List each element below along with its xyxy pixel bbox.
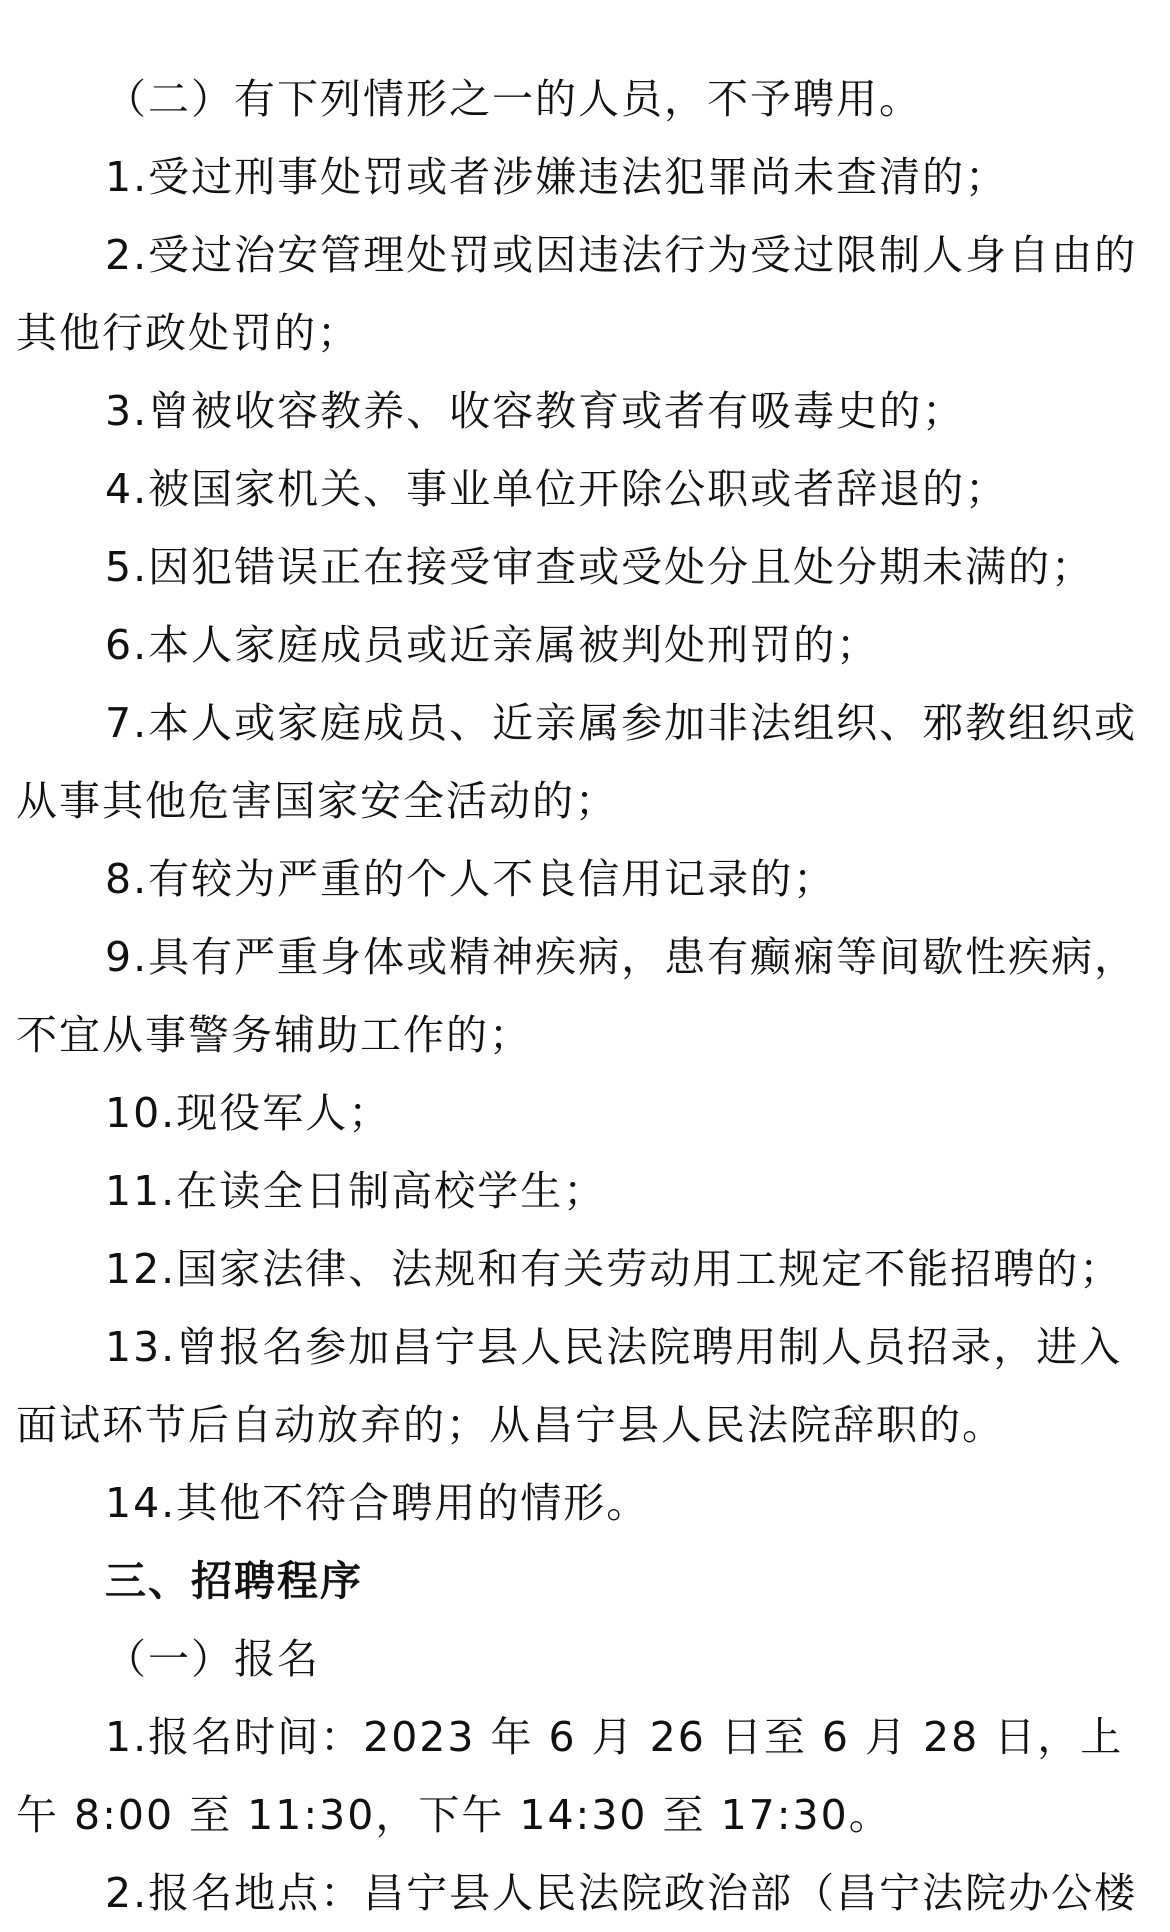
- document-body: [16, 60, 1156, 1932]
- section-heading-recruitment-procedure: 三、招聘程序: [105, 1557, 363, 1605]
- paragraph-item-14: 14.其他不符合聘用的情形。: [105, 1479, 650, 1527]
- paragraph-registration-time: 1.报名时间：2023 年 6 月 26 日至 6 月 28 日，上午 8:00 至 11:30，下午 14:30 至 17:30。: [16, 1713, 1124, 1839]
- paragraph-item-5: 5.因犯错误正在接受审查或受处分且处分期未满的；: [105, 543, 1095, 591]
- paragraph-item-6: 6.本人家庭成员或近亲属被判处刑罚的；: [105, 621, 880, 669]
- paragraph-item-3: 3.曾被收容教养、收容教育或者有吸毒史的；: [105, 387, 966, 435]
- paragraph-disqualify-intro: （二）有下列情形之一的人员，不予聘用。: [105, 75, 922, 123]
- paragraph-item-8: 8.有较为严重的个人不良信用记录的；: [105, 855, 837, 903]
- subsection-heading-registration: （一）报名: [105, 1635, 320, 1683]
- paragraph-item-7: 7.本人或家庭成员、近亲属参加非法组织、邪教组织或从事其他危害国家安全活动的；: [16, 699, 1138, 825]
- paragraph-item-12: 12.国家法律、法规和有关劳动用工规定不能招聘的；: [105, 1245, 1123, 1293]
- paragraph-item-10: 10.现役军人；: [105, 1089, 392, 1137]
- paragraph-item-2: 2.受过治安管理处罚或因违法行为受过限制人身自由的其他行政处罚的；: [16, 231, 1138, 357]
- paragraph-item-13: 13.曾报名参加昌宁县人民法院聘用制人员招录，进入面试环节后自动放弃的；从昌宁县人民法院辞职的。: [16, 1323, 1123, 1449]
- paragraph-item-9: 9.具有严重身体或精神疾病，患有癫痫等间歇性疾病，不宜从事警务辅助工作的；: [16, 933, 1138, 1059]
- paragraph-item-4: 4.被国家机关、事业单位开除公职或者辞退的；: [105, 465, 1009, 513]
- paragraph-item-11: 11.在读全日制高校学生；: [105, 1167, 607, 1215]
- paragraph-registration-location: 2.报名地点：昌宁县人民法院政治部（昌宁法院办公楼: [105, 1869, 1138, 1917]
- paragraph-item-1: 1.受过刑事处罚或者涉嫌违法犯罪尚未查清的；: [105, 153, 1009, 201]
